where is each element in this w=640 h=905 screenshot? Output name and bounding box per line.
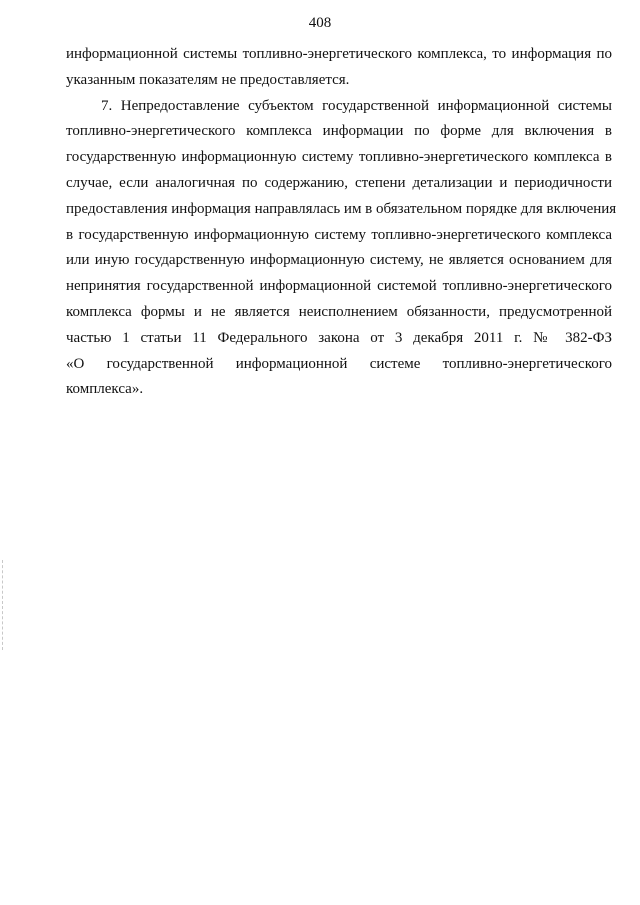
text-line: комплекса».: [66, 381, 144, 398]
text-line: в государственную информационную систему топливно-энергетического комплекса: [66, 226, 612, 243]
text-line: 7. Непредоставление субъектом государственной информационной системы: [101, 97, 612, 114]
paragraph-continuation: [66, 42, 612, 94]
text-line: государственную информационную систему топливно-энергетического комплекса в: [66, 149, 612, 166]
page-number: 408: [308, 15, 332, 31]
text-line: топливно-энергетического комплекса информации по форме для включения в: [66, 123, 612, 140]
text-line: комплекса формы и не является неисполнением обязанности, предусмотренной: [66, 303, 612, 320]
text-line: «О государственной информационной системе топливно-энергетического: [66, 355, 612, 372]
paragraph-item-7: [66, 94, 617, 404]
text-line: непринятия государственной информационной системой топливно-энергетического: [66, 278, 612, 295]
scan-edge-mark: [2, 560, 4, 650]
text-line: информационной системы топливно-энергетического комплекса, то информация по: [66, 46, 612, 62]
text-line: частью 1 статьи 11 Федерального закона от 3 декабря 2011 г. № 382-ФЗ: [66, 329, 612, 346]
text-line: указанным показателям не предоставляется.: [66, 71, 350, 88]
text-line: или иную государственную информационную систему, не является основанием для: [66, 252, 612, 269]
text-line: случае, если аналогичная по содержанию, степени детализации и периодичности: [66, 174, 612, 191]
text-line: предоставления информация направлялась им в обязательном порядке для включения: [66, 200, 617, 217]
document-body: [66, 42, 617, 403]
